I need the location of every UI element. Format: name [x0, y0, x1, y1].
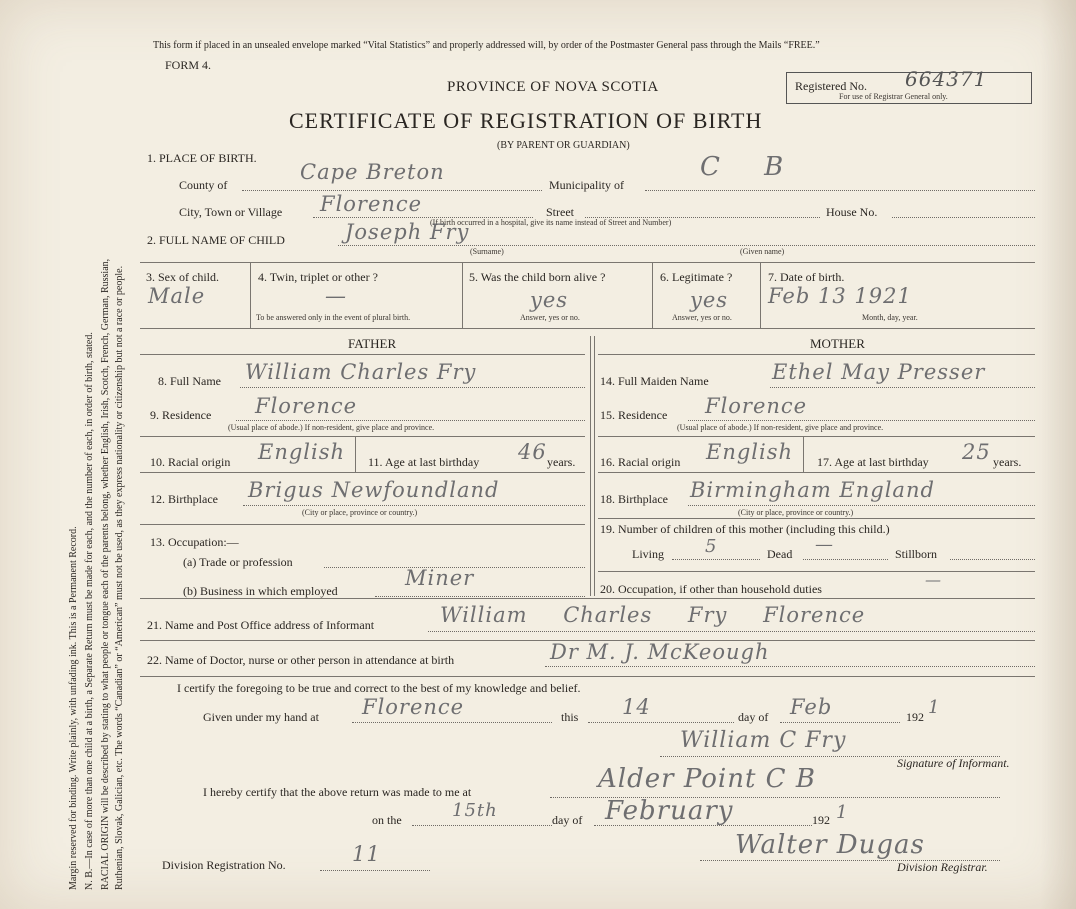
father-age-value: 46	[518, 440, 547, 464]
registered-no-value: 664371	[905, 67, 988, 91]
father-racial-value: English	[258, 440, 346, 464]
father-name-value: William Charles Fry	[245, 360, 477, 384]
father-birthplace-value: Brigus Newfoundland	[248, 478, 500, 502]
division-reg-label: Division Registration No.	[162, 858, 286, 872]
province-heading: PROVINCE OF NOVA SCOTIA	[447, 79, 659, 95]
alive-label: 5. Was the child born alive ?	[469, 270, 606, 284]
city-value: Florence	[320, 192, 423, 216]
mother-racial-label: 16. Racial origin	[600, 455, 681, 469]
living-label: Living	[632, 547, 664, 561]
day-of-label: day of	[738, 710, 769, 724]
city-label: City, Town or Village	[179, 205, 283, 219]
registrar-month-value: February	[605, 796, 734, 826]
certify-place-value: Florence	[362, 695, 465, 719]
form-number: FORM 4.	[165, 58, 212, 72]
father-heading: FATHER	[348, 336, 397, 351]
stillborn-label: Stillborn	[895, 547, 938, 561]
margin-note-4: Ruthenian, Slovak, Galician, etc. The words “Canadian” or “American” must not be used, as they express nationality or citizenship but not a race or people.	[114, 265, 125, 890]
mother-birthplace-label: 18. Birthplace	[600, 492, 668, 506]
street-label: Street	[546, 205, 574, 219]
mother-residence-value: Florence	[705, 394, 808, 418]
mother-heading: MOTHER	[810, 336, 865, 351]
house-no-label: House No.	[826, 205, 878, 219]
margin-note-3: RACIAL ORIGIN will be described by stating to what people or tongue each of the parents belong, whether English, Irish, Scotch, French, German, Russian,	[100, 258, 111, 890]
mother-name-label: 14. Full Maiden Name	[600, 374, 709, 388]
living-value: 5	[705, 536, 718, 557]
business-value: Miner	[405, 566, 475, 590]
child-name-label: 2. FULL NAME OF CHILD	[147, 233, 285, 247]
date-of-birth-label: 7. Date of birth.	[768, 270, 845, 284]
registrar-signature: Walter Dugas	[735, 830, 925, 860]
father-years-label: years.	[547, 455, 576, 469]
certify-year-suffix: 1	[928, 697, 941, 718]
mother-birthplace-note: (City or place, province or country.)	[738, 508, 854, 517]
father-birthplace-label: 12. Birthplace	[150, 492, 218, 506]
registrar-day-value: 15th	[452, 800, 498, 821]
registrar-general-note: For use of Registrar General only.	[839, 92, 948, 101]
sex-label: 3. Sex of child.	[146, 270, 219, 284]
municipality-label: Municipality of	[549, 178, 624, 192]
mother-abode-note: (Usual place of abode.) If non-resident, give place and province.	[677, 423, 884, 432]
alive-note: Answer, yes or no.	[520, 313, 580, 322]
registrar-year-prefix: 192	[812, 813, 830, 827]
municipality-value: C B	[700, 152, 802, 182]
mother-racial-value: English	[706, 440, 794, 464]
county-value: Cape Breton	[300, 160, 445, 184]
business-label: (b) Business in which employed	[183, 584, 338, 598]
legitimate-value: yes	[690, 288, 729, 312]
certify-day-value: 14	[622, 695, 651, 719]
doctor-value: Dr M. J. McKeough	[550, 640, 770, 664]
certificate-subtitle: (BY PARENT OR GUARDIAN)	[497, 140, 630, 151]
informant-value: William Charles Fry Florence	[440, 603, 866, 627]
registered-no-label: Registered No.	[795, 79, 867, 93]
registrar-place-value: Alder Point C B	[598, 764, 816, 794]
date-of-birth-value: Feb 13 1921	[768, 284, 912, 308]
father-residence-label: 9. Residence	[150, 408, 212, 422]
certify-text: I certify the foregoing to be true and correct to the best of my knowledge and belief.	[177, 681, 581, 695]
dead-value: —	[815, 534, 834, 555]
given-name-note: (Given name)	[740, 247, 785, 256]
paper-edge-shadow	[1040, 0, 1076, 909]
place-of-birth-heading: 1. PLACE OF BIRTH.	[147, 151, 257, 165]
registrar-day-of-label: day of	[552, 813, 583, 827]
mother-age-label: 17. Age at last birthday	[817, 455, 929, 469]
margin-note-1: Margin reserved for binding. Write plainly, with unfading ink. This is a Permanent Record.	[68, 526, 79, 890]
mother-residence-label: 15. Residence	[600, 408, 668, 422]
division-registrar-label: Division Registrar.	[897, 860, 988, 874]
mother-name-value: Ethel May Presser	[772, 360, 986, 384]
twin-label: 4. Twin, triplet or other ?	[258, 270, 378, 284]
mother-occupation-label: 20. Occupation, if other than household duties	[600, 582, 822, 596]
father-abode-note: (Usual place of abode.) If non-resident, give place and province.	[228, 423, 435, 432]
postal-notice: This form if placed in an unsealed envelope marked “Vital Statistics” and properly addressed will, by order of the Postmaster General pass through the Mails “FREE.”	[153, 40, 820, 51]
sex-value: Male	[148, 284, 206, 308]
margin-note-2: N. B.—In case of more than one child at a birth, a Separate Return must be made for each, and the number of each, in order of birth, stated.	[84, 332, 95, 890]
mother-age-value: 25	[962, 440, 991, 464]
date-of-birth-note: Month, day, year.	[862, 313, 918, 322]
hospital-note: (If birth occurred in a hospital, give its name instead of Street and Number)	[430, 218, 672, 227]
binding-margin	[0, 0, 130, 909]
informant-label: 21. Name and Post Office address of Informant	[147, 618, 375, 632]
father-birthplace-note: (City or place, province or country.)	[302, 508, 418, 517]
doctor-label: 22. Name of Doctor, nurse or other person in attendance at birth	[147, 653, 455, 667]
children-count-label: 19. Number of children of this mother (including this child.)	[600, 522, 890, 536]
informant-signature-label: Signature of Informant.	[897, 756, 1010, 770]
certificate-title: CERTIFICATE OF REGISTRATION OF BIRTH	[289, 108, 763, 133]
registrar-text: I hereby certify that the above return was made to me at	[203, 785, 472, 799]
division-reg-value: 11	[352, 842, 381, 866]
certify-year-prefix: 192	[906, 710, 924, 724]
father-racial-label: 10. Racial origin	[150, 455, 231, 469]
twin-note: To be answered only in the event of plural birth.	[256, 313, 411, 322]
trade-label: (a) Trade or profession	[183, 555, 293, 569]
dead-label: Dead	[767, 547, 793, 561]
on-the-label: on the	[372, 813, 402, 827]
occupation-label: 13. Occupation:—	[150, 535, 239, 549]
mother-occupation-value: —	[925, 570, 942, 589]
mother-years-label: years.	[993, 455, 1022, 469]
mother-birthplace-value: Birmingham England	[690, 478, 935, 502]
surname-note: (Surname)	[470, 247, 504, 256]
father-age-label: 11. Age at last birthday	[368, 455, 480, 469]
father-residence-value: Florence	[255, 394, 358, 418]
this-label: this	[561, 710, 579, 724]
certify-month-value: Feb	[790, 695, 833, 719]
twin-value: —	[325, 284, 347, 308]
father-name-label: 8. Full Name	[158, 374, 221, 388]
county-label: County of	[179, 178, 228, 192]
alive-value: yes	[530, 288, 569, 312]
registration-box	[786, 67, 1032, 104]
given-under-label: Given under my hand at	[203, 710, 319, 724]
registrar-year-suffix: 1	[836, 802, 849, 823]
legitimate-note: Answer, yes or no.	[672, 313, 732, 322]
child-name-value: Joseph Fry	[345, 220, 470, 244]
legitimate-label: 6. Legitimate ?	[660, 270, 733, 284]
informant-signature: William C Fry	[680, 728, 847, 753]
